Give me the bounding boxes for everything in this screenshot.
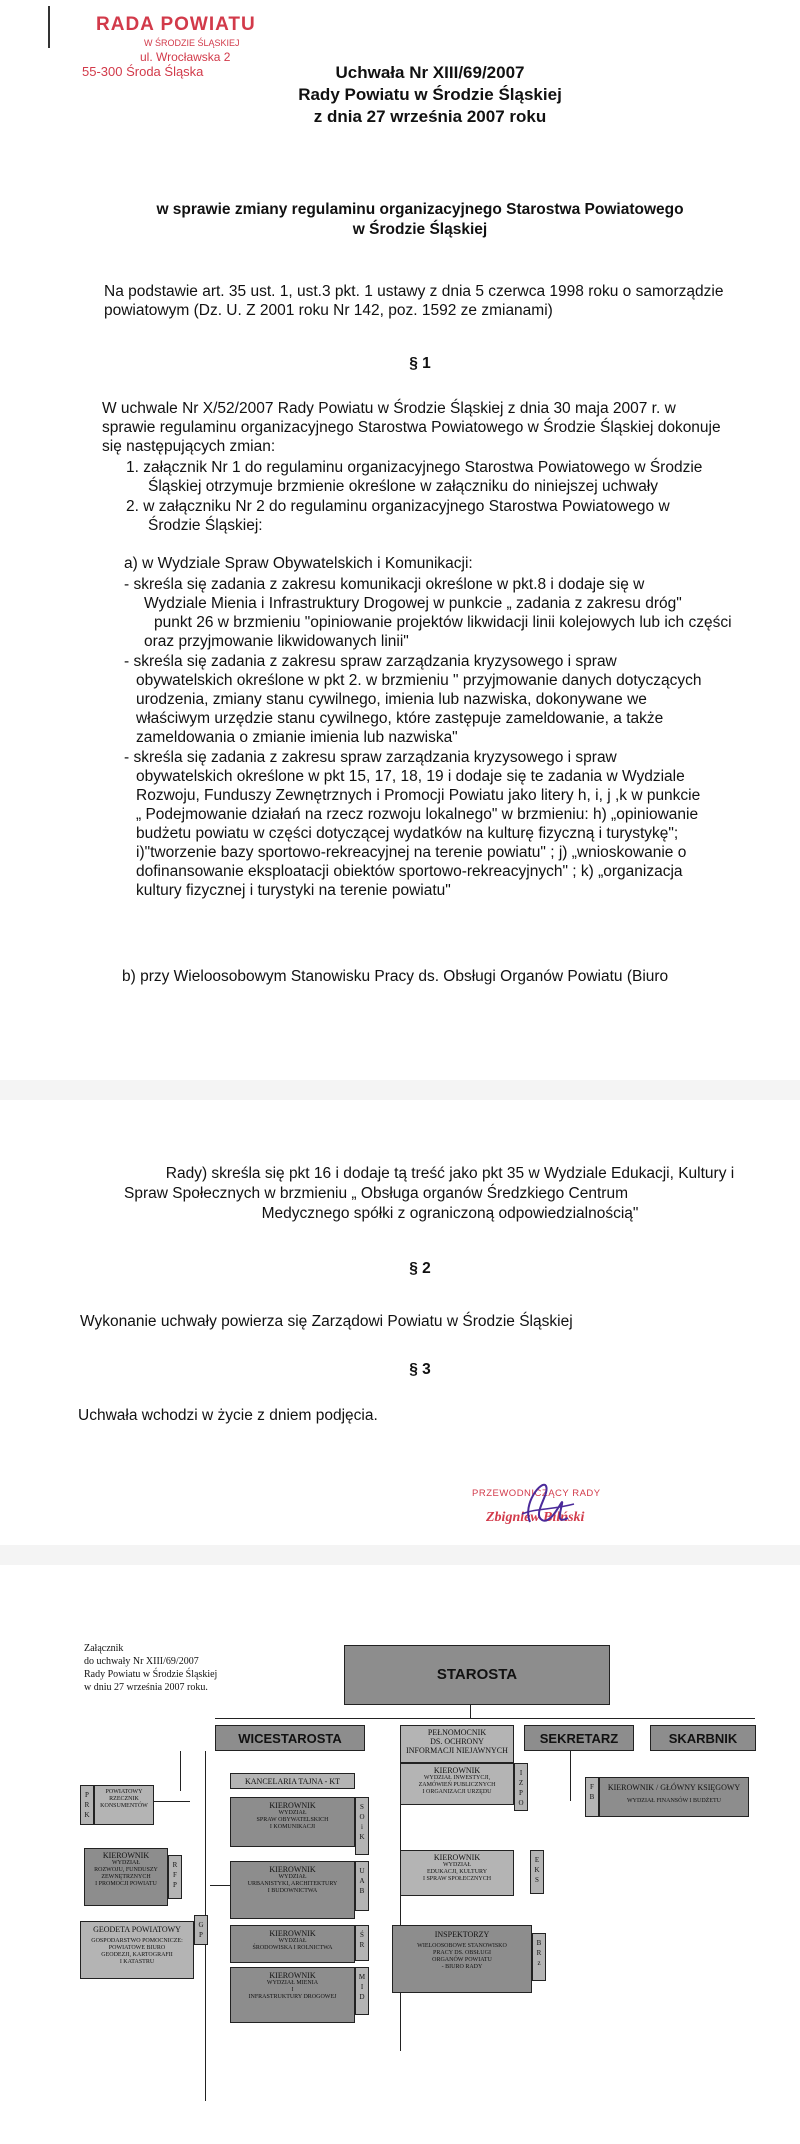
org-letters-mid <box>355 1967 369 2015</box>
org-box-title: KIEROWNIK <box>269 1801 316 1810</box>
letter: B <box>359 1887 365 1895</box>
org-box-eks <box>400 1850 514 1896</box>
letter: S <box>360 1803 364 1811</box>
org-box-title: KIEROWNIK <box>269 1865 316 1874</box>
page-gap <box>0 1080 800 1100</box>
org-letters-rfp <box>168 1855 182 1899</box>
letter: R <box>359 1941 365 1949</box>
paragraph-1-intro <box>102 399 782 456</box>
list-item-2b: b) przy Wieloosobowym Stanowisku Pracy ds. Obsługi Organów Powiatu (Biuro <box>122 968 669 985</box>
org-box-label: INFORMACJI NIEJAWNYCH <box>406 1746 508 1755</box>
org-box-label: PRACY DS. OBSŁUGI <box>433 1950 491 1956</box>
org-box-label: DS. OCHRONY <box>430 1737 484 1746</box>
org-box-wicestarosta <box>215 1725 365 1751</box>
org-letters-soik <box>355 1797 369 1855</box>
org-box-label: GEODEZJI, KARTOGRAFII <box>101 1952 173 1958</box>
text-line: „ Podejmowanie działań na rzecz rozwoju lokalnego" w brzmieniu: h) „opiniowanie <box>136 806 699 823</box>
org-box-label: ROZWOJU, FUNDUSZY <box>94 1867 158 1873</box>
letter: P <box>199 1931 203 1939</box>
org-box-label: WICESTAROSTA <box>238 1731 342 1746</box>
letter: F <box>173 1871 177 1879</box>
org-box-kancelaria-tajna <box>230 1773 355 1789</box>
preamble-line: Na podstawie art. 35 ust. 1, ust.3 pkt. 1 ustawy z dnia 5 czerwca 1998 roku o samorządzie <box>104 283 724 300</box>
letter: K <box>534 1866 540 1874</box>
org-box-label: SEKRETARZ <box>539 1731 619 1746</box>
org-box-title: GEODETA POWIATOWY <box>93 1925 181 1934</box>
org-box-fb <box>599 1777 749 1817</box>
letter: K <box>84 1811 90 1819</box>
text-line: - skreśla się zadania z zakresu komunikacji określone w pkt.8 i dodaje się w <box>124 576 645 593</box>
org-box-label: ZEWNĘTRZNYCH <box>101 1874 151 1880</box>
header-line3: z dnia 27 września 2007 roku <box>313 107 547 126</box>
signature-block <box>472 1480 632 1540</box>
letter: I <box>360 1983 364 1991</box>
letter: G <box>198 1921 204 1929</box>
text-line: oraz przyjmowanie likwidowanych linii" <box>144 633 409 650</box>
text-line: - skreśla się zadania z zakresu spraw zarządzania kryzysowego i spraw <box>124 749 617 766</box>
paragraph-3-text: Uchwała wchodzi w życie z dniem podjęcia. <box>78 1407 378 1424</box>
letter: Z <box>518 1779 524 1787</box>
signature-title: PRZEWODNICZĄCY RADY <box>472 1488 601 1499</box>
text-line: sprawie regulaminu organizacyjnego Starostwa Powiatowego w Środzie Śląskiej dokonuje <box>102 419 721 436</box>
text-line: budżetu powiatu w części dotyczącej wydatków na kulturę fizyczną i turystykę"; <box>136 825 679 842</box>
letter: S <box>535 1876 539 1884</box>
stamp-line1: W ŚRODZIE ŚLĄSKIEJ <box>144 38 240 48</box>
letter: P <box>519 1789 523 1797</box>
paragraph-2-text: Wykonanie uchwały powierza się Zarządowi Powiatu w Środzie Śląskiej <box>80 1313 573 1330</box>
org-box-label: POWIATOWE BIURO <box>108 1945 166 1951</box>
org-box-pelnomocnik <box>400 1725 514 1763</box>
paragraph-2-heading: § 2 <box>409 1260 431 1277</box>
org-box-label: KANCELARIA TAJNA - KT <box>245 1777 340 1786</box>
org-box-label: I BUDOWNICTWA <box>267 1888 318 1894</box>
org-chart-page <box>0 1565 800 2144</box>
org-box-mid <box>230 1967 355 2023</box>
org-box-label: I KOMUNIKACJI <box>269 1824 316 1830</box>
text-line: punkt 26 w brzmieniu "opiniowanie projektów likwidacji linii kolejowych lub ich części <box>154 614 732 631</box>
letter: F <box>590 1783 594 1791</box>
org-box-starosta <box>344 1645 610 1705</box>
continuation-text <box>110 1164 790 1224</box>
dash-item-2 <box>124 652 774 747</box>
org-box-label: PEŁNOMOCNIK <box>427 1728 487 1737</box>
org-box-label: RZECZNIK <box>109 1796 139 1802</box>
text-line: dofinansowanie eksploatacji obiektów sportowo-rekreacyjnych" ; k) „organizacja <box>136 863 683 880</box>
org-box-label: I <box>291 1987 294 1993</box>
resolution-subject <box>100 200 740 240</box>
handwritten-signature <box>512 1474 582 1534</box>
subject-line2: w Środzie Śląskiej <box>352 221 488 238</box>
org-box-sr <box>230 1925 355 1963</box>
connector-line <box>210 1885 230 1886</box>
org-box-label: ORGANÓW POWIATU <box>432 1957 492 1963</box>
letter: R <box>84 1801 90 1809</box>
text-line: kultury fizycznej i turystyki na terenie powiatu" <box>136 882 451 899</box>
dash-item-1 <box>124 575 774 651</box>
org-letters-sr <box>355 1925 369 1961</box>
text-line: się następujących zmian: <box>102 438 276 455</box>
org-box-label: KONSUMENTÓW <box>100 1803 148 1809</box>
letter: K <box>359 1833 365 1841</box>
org-box-label: WYDZIAŁ FINANSÓW I BUDŻETU <box>626 1798 722 1804</box>
letter: P <box>85 1791 89 1799</box>
text-line: Wydziale Mienia i Infrastruktury Drogowej w punkcie „ zadania z zakresu dróg" <box>144 595 682 612</box>
org-box-label: URBANISTYKI, ARCHITEKTURY <box>247 1881 338 1887</box>
letter: P <box>173 1881 177 1889</box>
org-box-label: WYDZIAŁ <box>443 1862 471 1868</box>
resolution-header <box>240 62 620 128</box>
stamp-line2: ul. Wrocławska 2 <box>140 50 231 64</box>
org-box-label: WYDZIAŁ <box>112 1860 140 1866</box>
list-item-2 <box>126 497 776 535</box>
page-gap <box>0 1545 800 1565</box>
text-line: 1. załącznik Nr 1 do regulaminu organizacyjnego Starostwa Powiatowego w Środzie <box>126 459 703 476</box>
text-line: Medycznego spółki z ograniczoną odpowiedzialnością" <box>261 1205 639 1222</box>
letter: i <box>361 1823 363 1831</box>
org-box-label: WYDZIAŁ <box>278 1938 307 1944</box>
letter: U <box>359 1867 365 1875</box>
org-letters-prk <box>80 1785 94 1825</box>
org-box-label: POWIATOWY <box>105 1789 143 1795</box>
dash-item-3 <box>124 748 774 900</box>
letter: D <box>359 1993 365 2001</box>
text-line: Rozwoju, Funduszy Zewnętrznych i Promocji Powiatu jako litery h, i, j ,k w punkcie <box>136 787 701 804</box>
letter: A <box>359 1877 365 1885</box>
org-box-rfp <box>84 1848 168 1906</box>
text-line: zameldowania o zmianie imienia lub nazwiska" <box>136 729 458 746</box>
org-box-rzecznik-konsumentow <box>94 1785 154 1825</box>
org-box-label: STAROSTA <box>436 1666 518 1683</box>
org-box-label: GOSPODARSTWO POMOCNICZE: <box>91 1938 183 1944</box>
text-line: obywatelskich określone w pkt 15, 17, 18, 19 i dodaje się te zadania w Wydziale <box>136 768 685 785</box>
letter: R <box>536 1949 542 1957</box>
org-box-label: WYDZIAŁ INWESTYCJI, <box>423 1775 491 1781</box>
list-item-1 <box>126 458 776 496</box>
text-line: i)"tworzenie bazy sportowo-rekreacyjnej na terenie powiatu" ; j) „wnioskowanie o <box>136 844 687 861</box>
org-letters-brz <box>532 1933 546 1981</box>
letter: B <box>589 1793 595 1801</box>
org-box-label: WYDZIAŁ <box>278 1874 307 1880</box>
org-box-label: I ORGANIZACJI URZĘDU <box>422 1789 492 1795</box>
letter: I <box>519 1769 523 1777</box>
paragraph-3-heading: § 3 <box>409 1361 431 1378</box>
org-box-title: KIEROWNIK <box>269 1971 316 1980</box>
org-box-label: ŚRODOWISKA I ROLNICTWA <box>252 1945 333 1951</box>
text-line: - skreśla się zadania z zakresu spraw zarządzania kryzysowego i spraw <box>124 653 617 670</box>
org-box-sekretarz <box>524 1725 634 1751</box>
org-box-label: SKARBNIK <box>668 1731 738 1746</box>
org-box-label: WYDZIAŁ <box>278 1810 307 1816</box>
text-line: Środzie Śląskiej: <box>148 517 263 534</box>
letter: M <box>358 1973 366 1981</box>
connector-line <box>570 1751 571 1801</box>
connector-line <box>180 1751 181 1791</box>
org-box-label: - BIURO RADY <box>441 1964 483 1970</box>
letter: R <box>172 1861 178 1869</box>
org-box-title: KIEROWNIK / GŁÓWNY KSIĘGOWY <box>607 1783 741 1792</box>
org-box-label: I KATASTRU <box>119 1959 155 1965</box>
org-letters-izpo <box>514 1763 528 1811</box>
signature-name: Zbigniew Bilński <box>486 1510 585 1525</box>
document-page-2 <box>0 1100 800 1545</box>
letter: Ś <box>360 1931 364 1939</box>
org-box-uab <box>230 1861 355 1919</box>
org-box-izpo <box>400 1763 514 1805</box>
header-line2: Rady Powiatu w Środzie Śląskiej <box>298 85 562 104</box>
text-line: obywatelskich określone w pkt 2. w brzmieniu " przyjmowanie danych dotyczących <box>136 672 702 689</box>
org-letters-gp <box>194 1915 208 1945</box>
letter: O <box>359 1813 365 1821</box>
org-box-title: INSPEKTORZY <box>434 1930 490 1939</box>
annex-note <box>84 1642 264 1694</box>
org-box-label: WIELOOSOBOWE STANOWISKO <box>417 1943 507 1949</box>
annex-line: Załącznik <box>84 1643 124 1654</box>
letter: z <box>537 1959 541 1967</box>
preamble-line: powiatowym (Dz. U. Z 2001 roku Nr 142, poz. 1592 ze zmianami) <box>104 302 553 319</box>
org-box-inspektorzy <box>392 1925 532 1993</box>
org-box-title: KIEROWNIK <box>102 1851 150 1860</box>
scan-edge-mark <box>48 6 50 48</box>
org-box-label: SPRAW OBYWATELSKICH <box>256 1817 329 1823</box>
org-letters-fb <box>585 1777 599 1817</box>
list-item-2a: a) w Wydziale Spraw Obywatelskich i Komunikacji: <box>124 555 473 572</box>
paragraph-1-heading: § 1 <box>409 355 431 372</box>
org-box-label: INFRASTRUKTURY DROGOWEJ <box>248 1994 337 2000</box>
org-box-gp <box>80 1921 194 1979</box>
org-box-skarbnik <box>650 1725 756 1751</box>
org-box-label: WYDZIAŁ MIENIA <box>266 1980 319 1986</box>
text-line: W uchwale Nr X/52/2007 Rady Powiatu w Środzie Śląskiej z dnia 30 maja 2007 r. w <box>102 400 676 417</box>
letter: O <box>518 1799 524 1807</box>
stamp-title: RADA POWIATU <box>96 14 256 35</box>
text-line: 2. w załączniku Nr 2 do regulaminu organizacyjnego Starostwa Powiatowego w <box>126 498 670 515</box>
org-box-label: ZAMÓWIEŃ PUBLICZNYCH <box>418 1782 496 1788</box>
text-line: Spraw Społecznych w brzmieniu „ Obsługa organów Średzkiego Centrum <box>124 1185 628 1202</box>
org-box-label: I PROMOCJI POWIATU <box>95 1881 157 1887</box>
subject-line1: w sprawie zmiany regulaminu organizacyjnego Starostwa Powiatowego <box>156 201 684 218</box>
text-line: urodzenia, zmiany stanu cywilnego, imienia lub nazwiska, dokonywane we <box>136 691 647 708</box>
letter: E <box>534 1856 540 1864</box>
text-line: Śląskiej otrzymuje brzmienie określone w załączniku do niniejszej uchwały <box>148 478 659 495</box>
org-box-title: KIEROWNIK <box>433 1853 481 1862</box>
letter: B <box>536 1939 542 1947</box>
org-box-soik <box>230 1797 355 1847</box>
connector-line <box>215 1718 755 1719</box>
text-line: właściwym urzędzie stanu cywilnego, które zastępuje zameldowanie, a także <box>136 710 664 727</box>
org-letters-eks <box>530 1850 544 1894</box>
org-box-label: EDUKACJI, KULTURY <box>426 1869 488 1875</box>
connector-line <box>470 1705 471 1719</box>
org-box-title: KIEROWNIK <box>433 1766 481 1775</box>
annex-line: Rady Powiatu w Środzie Śląskiej <box>84 1669 218 1680</box>
org-letters-uab <box>355 1861 369 1911</box>
preamble <box>104 282 784 320</box>
text-line: Rady) skreśla się pkt 16 i dodaje tą treść jako pkt 35 w Wydziale Edukacji, Kultury i <box>165 1165 735 1182</box>
annex-line: w dniu 27 września 2007 roku. <box>84 1682 208 1693</box>
org-box-title: KIEROWNIK <box>269 1929 316 1938</box>
header-line1: Uchwała Nr XIII/69/2007 <box>335 63 525 82</box>
stamp-line3: 55-300 Środa Śląska <box>82 64 204 79</box>
annex-line: do uchwały Nr XIII/69/2007 <box>84 1656 199 1667</box>
org-box-label: I SPRAW SPOŁECZNYCH <box>422 1876 492 1882</box>
